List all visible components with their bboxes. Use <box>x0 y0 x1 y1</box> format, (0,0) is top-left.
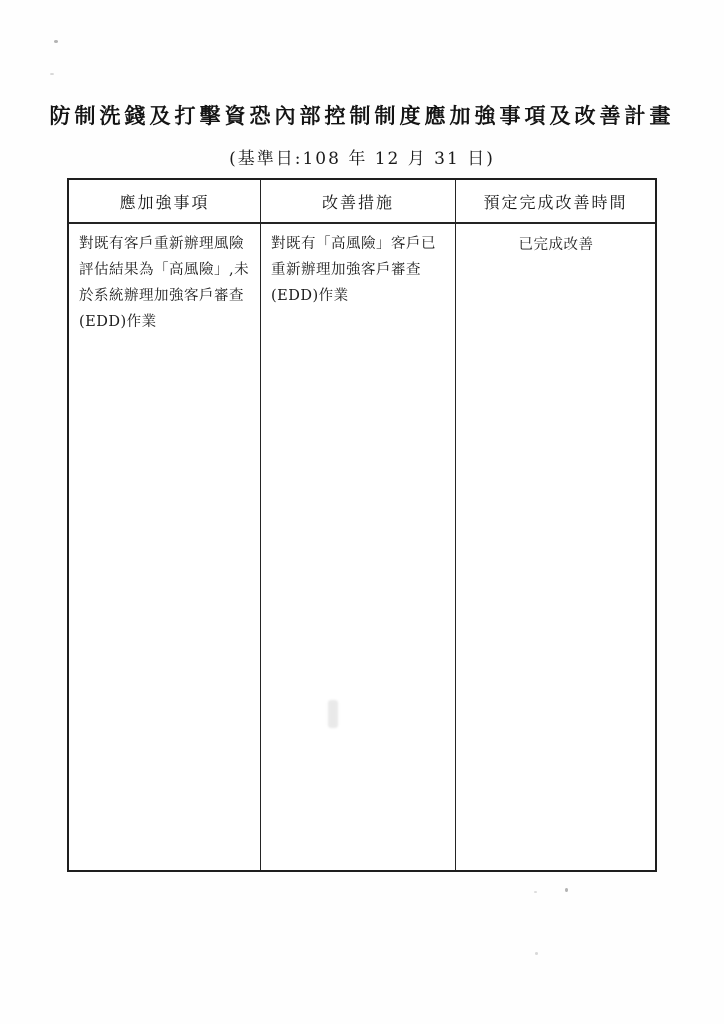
scan-speck <box>535 952 538 955</box>
document-title: 防制洗錢及打擊資恐內部控制制度應加強事項及改善計畫 <box>49 103 675 128</box>
column-header-scheduled-completion-time: 預定完成改善時間 <box>456 180 655 224</box>
scan-speck <box>534 891 537 893</box>
column-header-items-to-strengthen: 應加強事項 <box>69 180 261 224</box>
column-header-improvement-measures: 改善措施 <box>261 180 456 224</box>
table-cell-measure: 對既有「高風險」客戶已重新辦理加強客戶審查(EDD)作業 <box>261 224 456 870</box>
scan-smudge <box>328 700 338 728</box>
scan-speck <box>54 40 58 43</box>
table-cell-completion-status: 已完成改善 <box>518 237 594 253</box>
scan-speck <box>50 73 54 75</box>
improvement-plan-table <box>67 178 657 872</box>
document-subtitle-base-date: (基準日:108 年 12 月 31 日) <box>229 149 495 169</box>
scan-speck <box>565 888 568 892</box>
table-cell-item: 對既有客戶重新辦理風險評估結果為「高風險」,未於系統辦理加強客戶審查(EDD)作業 <box>69 224 261 870</box>
